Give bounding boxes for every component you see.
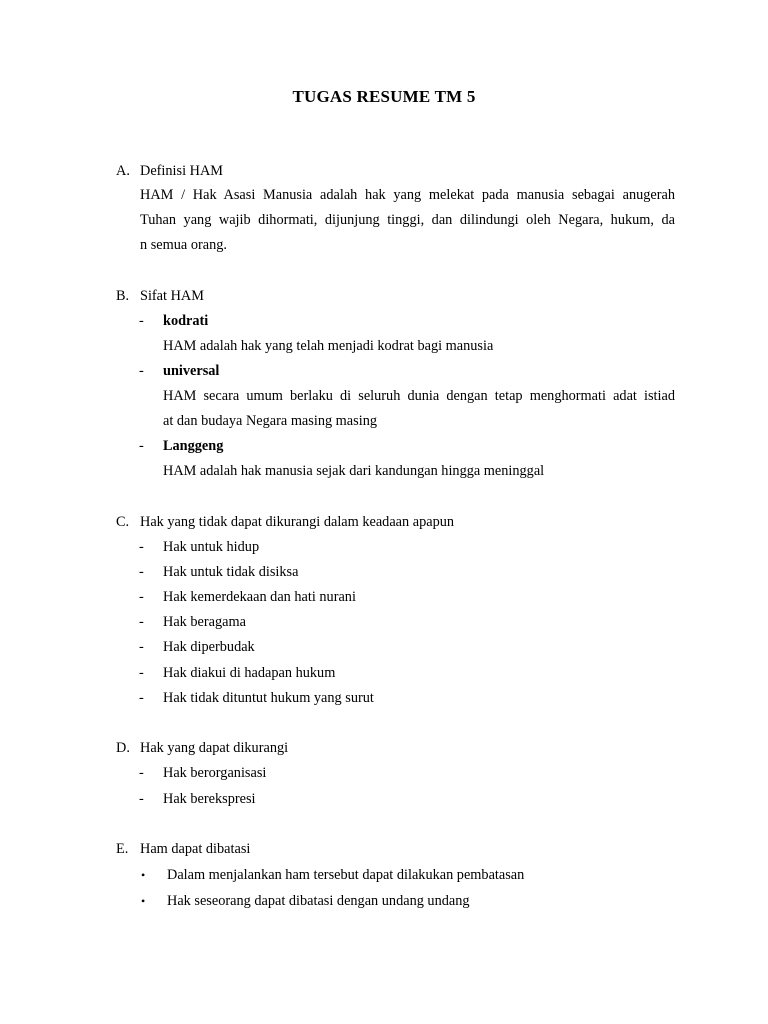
list-item: Hak berorganisasi bbox=[163, 765, 267, 781]
section-b-heading: Sifat HAM bbox=[140, 288, 204, 304]
section-d-heading: Hak yang dapat dikurangi bbox=[140, 740, 289, 756]
list-marker: - bbox=[139, 313, 144, 329]
section-a-heading: Definisi HAM bbox=[140, 163, 223, 179]
section-a-body-line-1: HAM / Hak Asasi Manusia adalah hak yang melekat pada manusia sebagai anugerah bbox=[140, 187, 675, 203]
list-marker: - bbox=[139, 589, 144, 605]
section-b-letter: B. bbox=[116, 288, 130, 304]
list-item: Dalam menjalankan ham tersebut dapat dilakukan pembatasan bbox=[167, 867, 525, 883]
section-e-heading: Ham dapat dibatasi bbox=[140, 841, 251, 857]
list-item: Hak berekspresi bbox=[163, 791, 256, 807]
sifat-item-kodrati-desc: HAM adalah hak yang telah menjadi kodrat bagi manusia bbox=[163, 338, 494, 354]
section-d-letter: D. bbox=[116, 740, 130, 756]
section-c-heading: Hak yang tidak dapat dikurangi dalam keadaan apapun bbox=[140, 514, 455, 530]
list-marker: - bbox=[139, 614, 144, 630]
bullet-icon: • bbox=[141, 868, 146, 882]
list-item: Hak kemerdekaan dan hati nurani bbox=[163, 589, 356, 605]
list-marker: - bbox=[139, 539, 144, 555]
list-marker: - bbox=[139, 363, 144, 379]
list-marker: - bbox=[139, 765, 144, 781]
list-item: Hak seseorang dapat dibatasi dengan undang undang bbox=[167, 893, 470, 909]
list-marker: - bbox=[139, 690, 144, 706]
list-marker: - bbox=[139, 665, 144, 681]
sifat-item-kodrati: kodrati bbox=[163, 313, 209, 329]
list-item: Hak diperbudak bbox=[163, 639, 255, 655]
list-item: Hak diakui di hadapan hukum bbox=[163, 665, 336, 681]
section-c-letter: C. bbox=[116, 514, 130, 530]
list-item: Hak beragama bbox=[163, 614, 246, 630]
section-e-letter: E. bbox=[116, 841, 129, 857]
section-a-letter: A. bbox=[116, 163, 130, 179]
list-marker: - bbox=[139, 438, 144, 454]
list-item: Hak untuk hidup bbox=[163, 539, 260, 555]
sifat-item-universal: universal bbox=[163, 363, 220, 379]
list-item: Hak untuk tidak disiksa bbox=[163, 564, 299, 580]
section-a-body-line-2: Tuhan yang wajib dihormati, dijunjung tinggi, dan dilindungi oleh Negara, hukum, da bbox=[140, 212, 675, 228]
bullet-icon: • bbox=[141, 894, 146, 908]
document-title: TUGAS RESUME TM 5 bbox=[292, 87, 476, 106]
sifat-item-langgeng-desc: HAM adalah hak manusia sejak dari kandungan hingga meninggal bbox=[163, 463, 545, 479]
sifat-item-universal-desc-1: HAM secara umum berlaku di seluruh dunia dengan tetap menghormati adat istiad bbox=[163, 388, 675, 404]
list-marker: - bbox=[139, 639, 144, 655]
sifat-item-universal-desc-2: at dan budaya Negara masing masing bbox=[163, 413, 377, 429]
section-a-body-line-3: n semua orang. bbox=[140, 237, 227, 253]
list-marker: - bbox=[139, 791, 144, 807]
sifat-item-langgeng: Langgeng bbox=[163, 438, 224, 454]
list-marker: - bbox=[139, 564, 144, 580]
list-item: Hak tidak dituntut hukum yang surut bbox=[163, 690, 374, 706]
